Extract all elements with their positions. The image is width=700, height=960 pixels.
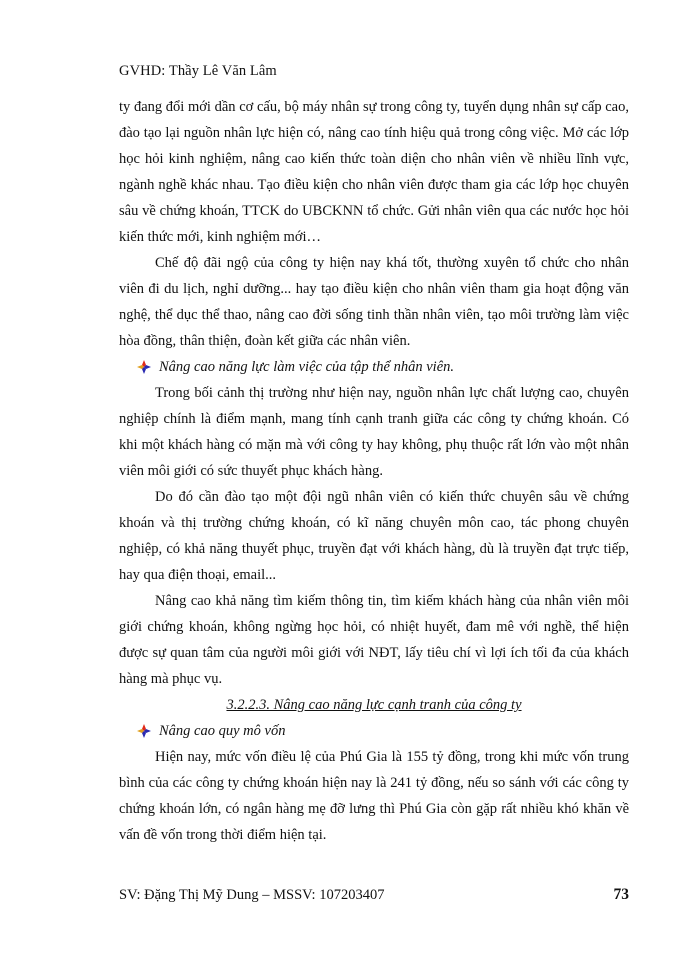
paragraph: Do đó cần đào tạo một đội ngũ nhân viên có kiến thức chuyên sâu về chứng khoán và thị trường chứng khoán, có kĩ năng chuyên môn cao, tác phong chuyên nghiệp, có khả năng thuyết phục, truyền đạt với khách hàng, dù là truyền đạt trực tiếp, hay qua điện thoại, email... <box>119 489 629 583</box>
four-point-star-bullet-icon <box>137 724 151 738</box>
student-info: SV: Đặng Thị Mỹ Dung – MSSV: 107203407 <box>119 887 385 903</box>
page-header: GVHD: Thầy Lê Văn Lâm <box>119 63 277 79</box>
document-body <box>119 94 629 848</box>
paragraph: Chế độ đãi ngộ của công ty hiện nay khá tốt, thường xuyên tổ chức cho nhân viên đi du lịch, nghỉ dưỡng... hay tạo điều kiện cho nhân viên tham gia hoạt động văn nghệ, thể dục thể thao, nâng cao đời sống tinh thần nhân viên, tạo môi trường làm việc hòa đồng, thân thiện, đoàn kết giữa các nhân viên. <box>119 255 629 349</box>
paragraph: ty đang đổi mới dần cơ cấu, bộ máy nhân sự trong công ty, tuyển dụng nhân sự cấp cao, đào tạo lại nguồn nhân lực hiện có, nâng cao tính hiệu quả trong công việc. Mở các lớp học hỏi kinh nghiệm, nâng cao kiến thức toàn diện cho nhân viên về nhiều lĩnh vực, ngành nghề khác nhau. Tạo điều kiện cho nhân viên được tham gia các lớp học chuyên sâu về chứng khoán, TTCK do UBCKNN tổ chức. Gửi nhân viên qua các nước học hỏi kiến thức mới, kinh nghiệm mới… <box>119 99 629 245</box>
paragraph: Trong bối cảnh thị trường như hiện nay, nguồn nhân lực chất lượng cao, chuyên nghiệp chính là điểm mạnh, mang tính cạnh tranh giữa các công ty chứng khoán. Có khi một khách hàng có mặn mà với công ty hay không, phụ thuộc rất lớn vào một nhân viên môi giới có sức thuyết phục khách hàng. <box>119 385 629 479</box>
page-number: 73 <box>613 886 629 903</box>
four-point-star-bullet-icon <box>137 360 151 374</box>
paragraph: Nâng cao khả năng tìm kiếm thông tin, tìm kiếm khách hàng của nhân viên môi giới chứng khoán, không ngừng học hỏi, có nhiệt huyết, đam mê với nghề, thể hiện được sự quan tâm của người môi giới với NĐT, lấy tiêu chí vì lợi ích tối đa của khách hàng mà phục vụ. <box>119 593 629 687</box>
bullet-item <box>119 718 629 744</box>
bullet-label: Nâng cao năng lực làm việc của tập thể nhân viên. <box>159 359 455 375</box>
bullet-label: Nâng cao quy mô vốn <box>159 723 286 739</box>
bullet-item <box>119 354 629 380</box>
page-footer <box>119 886 629 904</box>
section-subheading: 3.2.2.3. Nâng cao năng lực cạnh tranh của công ty <box>226 697 522 713</box>
paragraph: Hiện nay, mức vốn điều lệ của Phú Gia là 155 tỷ đồng, trong khi mức vốn trung bình của các công ty chứng khoán hiện nay là 241 tỷ đồng, nếu so sánh với các công ty chứng khoán lớn, có ngân hàng mẹ đỡ lưng thì Phú Gia còn gặp rất nhiều khó khăn về vấn đề vốn trong thời điểm hiện tại. <box>119 749 629 843</box>
